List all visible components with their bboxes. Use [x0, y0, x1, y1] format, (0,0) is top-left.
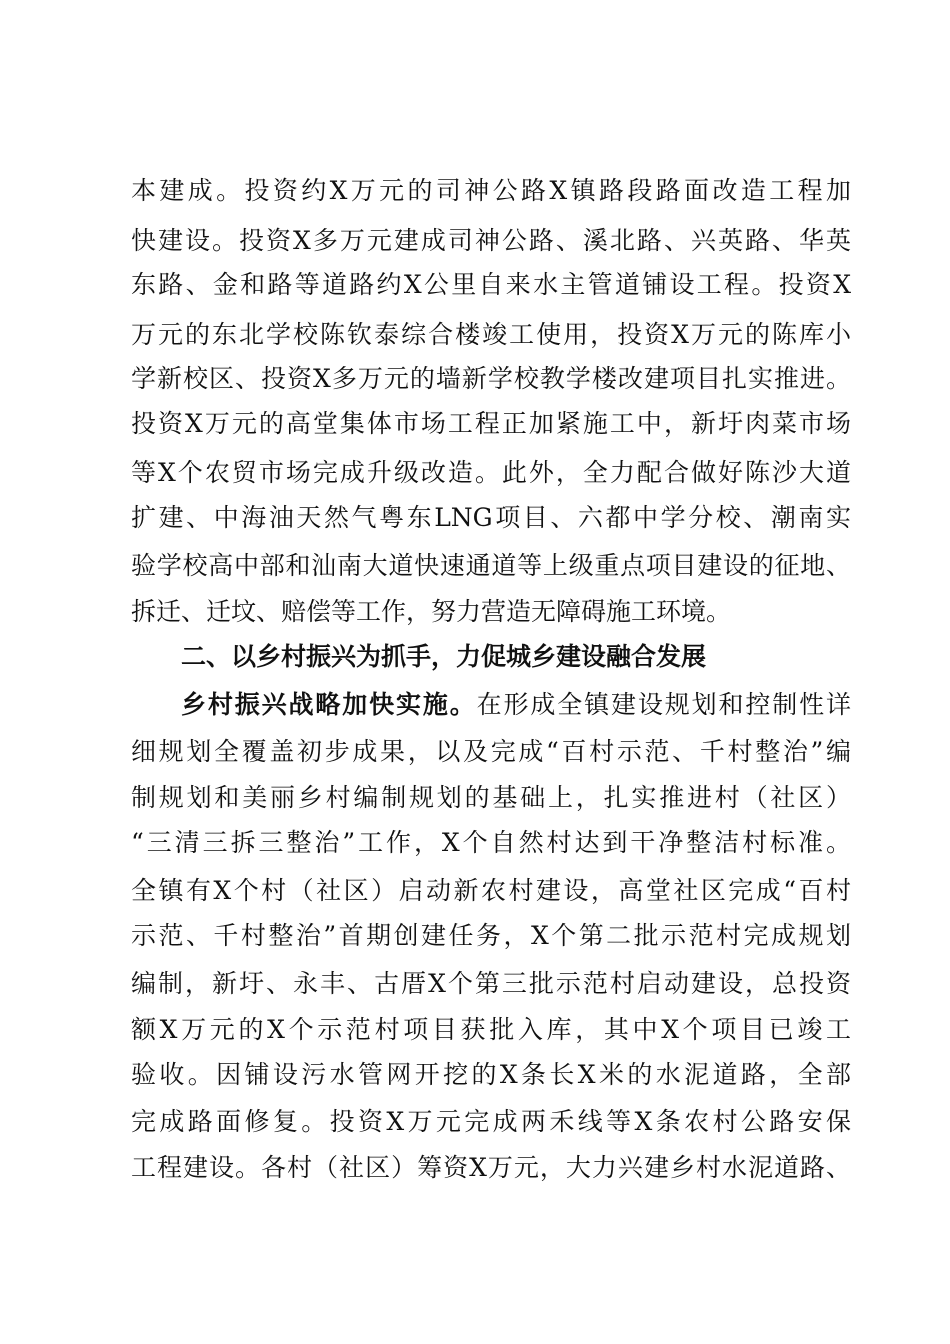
paragraph-1-line-5: 学新校区、投资X多万元的墙新学校教学楼改建项目扎实推进。 [131, 364, 851, 393]
paragraph-1-line-4: 万元的东北学校陈钦泰综合楼竣工使用，投资X万元的陈库小 [131, 320, 851, 349]
paragraph-1-line-10: 拆迁、迁坟、赔偿等工作，努力营造无障碍施工环境。 [131, 597, 732, 626]
paragraph-1-line-8: 扩建、中海油天然气粤东LNG项目、六都中学分校、潮南实 [131, 503, 851, 532]
paragraph-2-line-10: 完成路面修复。投资X万元完成两禾线等X条农村公路安保 [131, 1107, 851, 1136]
section-heading: 二、以乡村振兴为抓手，力促城乡建设融合发展 [181, 642, 707, 671]
paragraph-2-line-5: 全镇有X个村（社区）启动新农村建设，高堂社区完成“百村 [131, 876, 851, 905]
paragraph-1-line-7: 等X个农贸市场完成升级改造。此外，全力配合做好陈沙大道 [131, 458, 851, 487]
paragraph-2-line-6: 示范、千村整治”首期创建任务，X个第二批示范村完成规划 [131, 921, 851, 950]
paragraph-2-first-rest: 在形成全镇建设规划和控制性详 [476, 690, 851, 719]
paragraph-1-line-9: 验学校高中部和汕南大道快速通道等上级重点项目建设的征地、 [131, 551, 851, 580]
paragraph-2-line-4: “三清三拆三整治”工作，X个自然村达到干净整洁村标准。 [131, 828, 851, 857]
paragraph-2-line-11: 工程建设。各村（社区）筹资X万元，大力兴建乡村水泥道路、 [131, 1153, 851, 1182]
paragraph-2-line-8: 额X万元的X个示范村项目获批入库，其中X个项目已竣工 [131, 1015, 851, 1044]
paragraph-1-line-6: 投资X万元的高堂集体市场工程正加紧施工中，新圩肉菜市场 [131, 409, 851, 438]
paragraph-1-line-2: 快建设。投资X多万元建成司神公路、溪北路、兴英路、华英 [131, 226, 851, 255]
paragraph-2-lead: 乡村振兴战略加快实施。 [181, 690, 477, 719]
paragraph-2-line-7: 编制，新圩、永丰、古厝X个第三批示范村启动建设，总投资 [131, 969, 851, 998]
paragraph-2-line-3: 制规划和美丽乡村编制规划的基础上，扎实推进村（社区） [131, 783, 851, 812]
paragraph-1-line-1: 本建成。投资约X万元的司神公路X镇路段路面改造工程加 [131, 176, 851, 205]
paragraph-2-line-2: 细规划全覆盖初步成果，以及完成“百村示范、千村整治”编 [131, 737, 851, 766]
paragraph-1-line-3: 东路、金和路等道路约X公里自来水主管道铺设工程。投资X [131, 270, 851, 299]
paragraph-2-line-1 [181, 683, 851, 727]
paragraph-2-line-9: 验收。因铺设污水管网开挖的X条长X米的水泥道路，全部 [131, 1060, 851, 1089]
